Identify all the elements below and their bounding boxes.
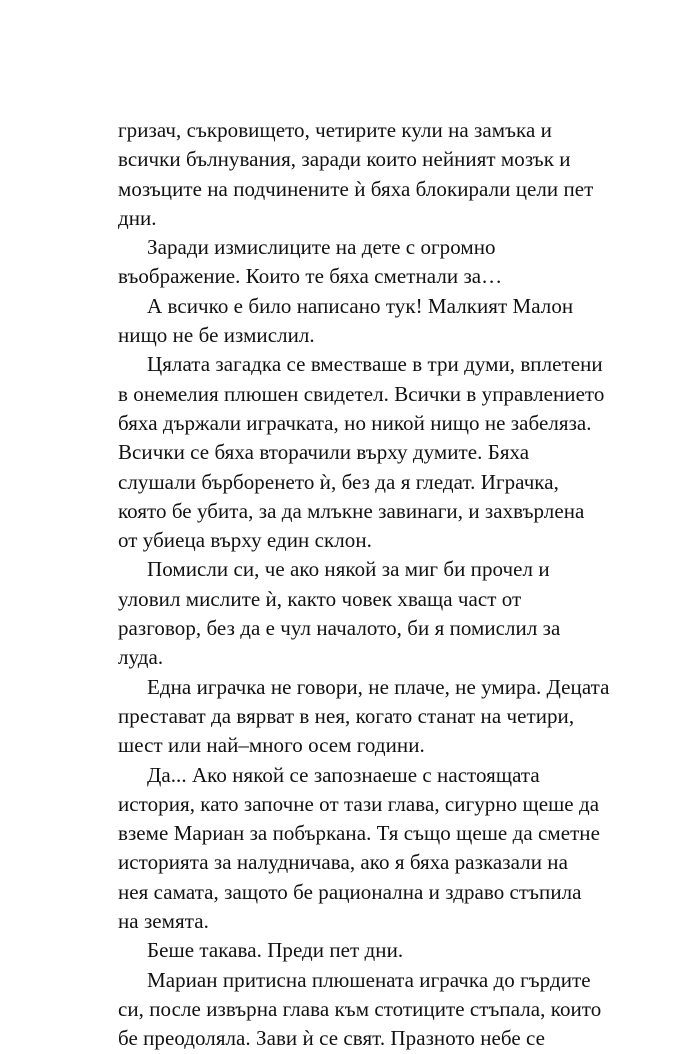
text-line: мозъците на подчинените ѝ бяха блокирали цели пет [118, 176, 594, 201]
text-line: А всичко е било написано тук! Малкият Малон [147, 293, 574, 318]
text-line: Заради измислиците на дете с огромно [147, 235, 496, 260]
text-line: нея самата, защото бе рационална и здраво стъпила [118, 879, 582, 904]
text-line: бяха държали играчката, но никой нищо не забеляза. [118, 410, 592, 435]
text-line: Да... Ако някой се запознаеше с настоящата [147, 762, 540, 787]
text-line: в онемелия плюшен свидетел. Всички в управлението [118, 381, 605, 406]
text-line: престават да вярват в нея, когато станат на четири, [118, 703, 575, 728]
text-line: Мариан притисна плюшената играчка до гърдите [147, 967, 591, 992]
text-line: луда. [118, 645, 164, 670]
text-line: разговор, без да е чул началото, би я помислил за [118, 616, 561, 641]
text-line: шест или най–много осем години. [118, 733, 425, 758]
text-line: Беше такава. Преди пет дни. [147, 938, 404, 963]
text-line: Помисли си, че ако някой за миг би прочел и [147, 557, 550, 582]
text-line: уловил мислите ѝ, както човек хваща част от [118, 586, 522, 611]
text-line: която бе убита, за да млъкне завинаги, и захвърлена [118, 498, 585, 523]
text-line: Една играчка не говори, не плаче, не умира. Децата [147, 674, 610, 699]
text-line: нищо не бе измислил. [118, 323, 315, 348]
text-line: от убиеца върху един склон. [118, 528, 372, 553]
text-line: история, като започне от тази глава, сигурно щеше да [118, 791, 600, 816]
text-line: дни. [118, 205, 157, 230]
text-line: Всички се бяха вторачили върху думите. Бяха [118, 440, 530, 465]
text-line: на земята. [118, 909, 209, 934]
text-line: въображение. Които те бяха сметнали за… [118, 264, 503, 289]
text-line: бе преодоляла. Зави ѝ се свят. Празното небе се [118, 1026, 546, 1051]
text-line: вземе Мариан за побъркана. Тя също щеше да сметне [118, 821, 600, 846]
text-line: всички бълнувания, заради които нейният мозък и [118, 147, 571, 172]
text-line: историята за налудничава, ако я бяха разказали на [118, 850, 568, 875]
text-line: слушали бърборенето ѝ, без да я гледат. Играчка, [118, 469, 559, 494]
text-line: си, после извърна глава към стотиците стъпала, които [118, 996, 602, 1021]
text-line: гризач, съкровището, четирите кули на замъка и [118, 118, 552, 142]
text-line: Цялата загадка се вместваше в три думи, вплетени [147, 352, 603, 377]
page-body-text [118, 116, 610, 1054]
